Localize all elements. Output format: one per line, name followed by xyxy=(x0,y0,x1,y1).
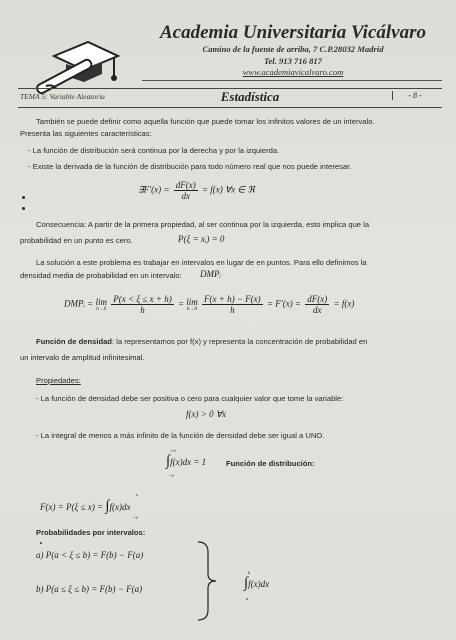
paragraph-line: densidad media de probabilidad en un intervalo: xyxy=(20,271,182,280)
integral-upper-limit: +∞ xyxy=(170,448,177,453)
distribution-formula: F(x) = P(ξ ≤ x) = ∫f(x)dx xyxy=(40,498,131,514)
density-term: Función de densidad xyxy=(36,337,112,346)
paragraph-line: La solución a este problema es trabajar en intervalos en lugar de en puntos. Para ello definimos la xyxy=(36,258,367,267)
paragraph-line: Presenta las siguientes características: xyxy=(20,129,152,138)
properties-heading: Propiedades: xyxy=(36,376,81,385)
bullet-dot xyxy=(22,196,25,199)
list-item: - La función de distribución será continua por la derecha y por la izquierda. xyxy=(28,146,280,155)
topic-label: TEMA 5: Variable Aleatoria xyxy=(20,92,105,101)
paragraph-line: un intervalo de amplitud infinitesimal. xyxy=(20,353,145,362)
interval-integral: ∫f(x)dx xyxy=(244,575,270,591)
paragraph-line: probabilidad en un punto es cero. xyxy=(20,236,133,245)
derivative-equation: ∃F′(x) = $\frac{dF(x)}{dx}$ = f(x) ∀x ∈ ℜ xyxy=(138,180,255,201)
paragraph-line: Función de densidad: la representamos por f(x) y representa la concentración de probabilidad en xyxy=(36,337,368,346)
integral-upper-limit: b xyxy=(248,570,251,575)
paragraph-line: Consecuencia: A partir de la primera propiedad, al ser continua por la izquierda, esto implica que la xyxy=(36,220,370,229)
integral-lower-limit: −∞ xyxy=(132,515,139,520)
graduation-cap-icon xyxy=(26,26,126,96)
interval-probability-a: a) P(a < ξ ≤ b) = F(b) − F(a) xyxy=(36,550,144,560)
integral-lower-limit: −∞ xyxy=(168,473,175,478)
property-item: - La función de densidad debe ser positiva o cero para cualquier valor que tome la variable: xyxy=(36,394,344,403)
integral-upper-limit: x xyxy=(136,492,138,497)
academy-title: Academia Universitaria Vicálvaro xyxy=(160,22,426,43)
mark-dot xyxy=(40,542,42,544)
distribution-heading: Función de distribución: xyxy=(226,459,315,468)
list-item: - Existe la derivada de la función de distribución para todo número real que nos puede interesar. xyxy=(28,162,352,171)
positivity-formula: f(x) > 0 ∀x xyxy=(186,409,226,419)
academy-address: Camino de la fuente de arriba, 7 C.P.28032 Madrid xyxy=(202,44,384,54)
bullet-dot xyxy=(22,207,25,210)
normalization-integral: ∫f(x)dx = 1 xyxy=(166,453,207,469)
curly-brace xyxy=(196,540,226,622)
interval-probabilities-heading: Probabilidades por intervalos: xyxy=(36,528,146,537)
academy-phone: Tel. 913 716 817 xyxy=(264,56,322,66)
paragraph-line: También se puede definir como aquella función que puede tomar los infinitos valores de un intervalo. xyxy=(36,117,375,126)
dmp-symbol: DMPᵢ xyxy=(200,269,221,279)
subject-label: Estadística xyxy=(220,89,280,104)
property-item: - La integral de menos a más infinito de la función de densidad debe ser igual a UNO. xyxy=(36,431,325,440)
point-probability-formula: P(ξ = xᵢ) = 0 xyxy=(178,234,225,244)
page-number: - 8 - xyxy=(392,91,437,100)
interval-probability-b: b) P(a ≤ ξ ≤ b) = F(b) − F(a) xyxy=(36,584,143,594)
integral-lower-limit: a xyxy=(246,596,249,601)
academy-website: www.academiavicalvaro.com xyxy=(242,67,344,77)
header-divider xyxy=(142,80,442,81)
mean-density-equation: DMPᵢ = lim h→0 $\frac{P(x < \xi \le x + h)}{h}$ = lim h→0 $\frac{F(x + h) - F(x)}{h}$ = F′(x) = $\frac{dF(x)}{dx}$ = f(x) xyxy=(64,294,355,315)
